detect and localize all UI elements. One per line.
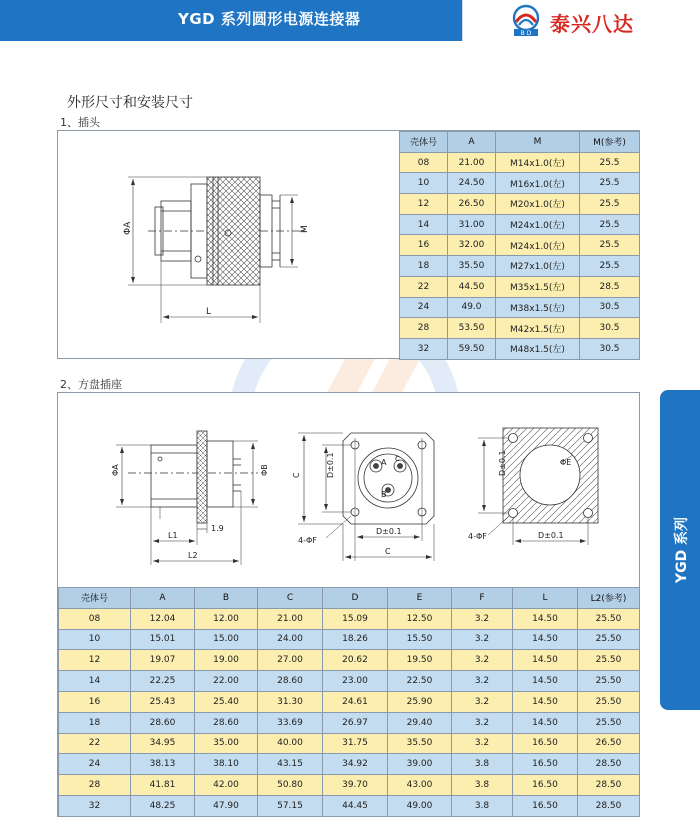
table-cell: 57.15 (258, 795, 323, 816)
receptacle-drawing (58, 393, 639, 587)
table-cell: 14.50 (513, 608, 578, 629)
table-row (59, 691, 640, 712)
table-cell: 44.45 (323, 795, 388, 816)
table-cell: 25.50 (578, 608, 640, 629)
phi-e-label: ΦE (560, 458, 572, 467)
receptacle-dimension-table (58, 587, 640, 817)
table-cell: 16.50 (513, 775, 578, 796)
table-row (400, 297, 640, 318)
table-cell: 26.50 (578, 733, 640, 754)
table-cell: M42x1.5(左) (496, 318, 580, 339)
table-cell: 43.00 (388, 775, 452, 796)
table-row (400, 194, 640, 215)
table-row (400, 173, 640, 194)
table-cell: 25.5 (580, 214, 640, 235)
c-vertical-label: C (292, 472, 301, 478)
table-header-cell: D (323, 588, 388, 609)
table-cell: 10 (400, 173, 448, 194)
table-row (400, 276, 640, 297)
plug-phi-a-label: ΦA (123, 221, 133, 235)
table-cell: 48.25 (131, 795, 195, 816)
table-row (59, 712, 640, 733)
table-cell: 15.09 (323, 608, 388, 629)
table-cell: 22.25 (131, 671, 195, 692)
table-cell: 30.5 (580, 338, 640, 359)
table-row (59, 671, 640, 692)
table-cell: 24.61 (323, 691, 388, 712)
table-cell: M27x1.0(左) (496, 256, 580, 277)
table-header-cell: 壳体号 (400, 132, 448, 153)
table-cell: 16 (59, 691, 131, 712)
table-header-cell: M(参考) (580, 132, 640, 153)
table-cell: 35.00 (195, 733, 258, 754)
table-cell: 42.00 (195, 775, 258, 796)
cutout-f-label: 4-ΦF (468, 532, 487, 541)
table-cell: M24x1.0(左) (496, 214, 580, 235)
table-cell: 25.50 (578, 650, 640, 671)
side-tab-label: YGD 系列 (674, 516, 690, 584)
table-header-cell: B (195, 588, 258, 609)
section-title: 外形尺寸和安装尺寸 (67, 95, 193, 111)
table-cell: 14.50 (513, 629, 578, 650)
table-cell: 22.00 (195, 671, 258, 692)
table-cell: 15.50 (388, 629, 452, 650)
table-cell: 28.50 (578, 754, 640, 775)
c-horizontal-label: C (385, 547, 391, 556)
table-cell: 31.00 (448, 214, 496, 235)
table-header-cell: C (258, 588, 323, 609)
l2-label: L2 (188, 551, 198, 560)
table-cell: 24 (400, 297, 448, 318)
table-cell: 25.50 (578, 712, 640, 733)
table-cell: 30.5 (580, 318, 640, 339)
table-cell: 31.30 (258, 691, 323, 712)
table-cell: 24 (59, 754, 131, 775)
table-cell: 34.92 (323, 754, 388, 775)
table-cell: 14 (59, 671, 131, 692)
table-cell: 3.8 (452, 795, 513, 816)
l1-label: L1 (168, 531, 178, 540)
cutout-d-horizontal-label: D±0.1 (538, 531, 564, 540)
d-horizontal-label: D±0.1 (376, 527, 402, 536)
table-cell: 25.50 (578, 629, 640, 650)
pin-c-label: C (395, 455, 400, 463)
table-row (400, 318, 640, 339)
table-row (400, 235, 640, 256)
table-cell: M38x1.5(左) (496, 297, 580, 318)
table-row (400, 338, 640, 359)
subsection-plug-title: 1、插头 (60, 116, 100, 129)
table-row (400, 152, 640, 173)
table-header-row (400, 132, 640, 153)
table-cell: 34.95 (131, 733, 195, 754)
receptacle-phi-a-label: ΦA (111, 464, 120, 476)
table-cell: 3.2 (452, 671, 513, 692)
table-cell: 25.5 (580, 173, 640, 194)
f-label: 4-ΦF (298, 536, 317, 545)
table-cell: 47.90 (195, 795, 258, 816)
table-cell: 33.69 (258, 712, 323, 733)
table-cell: 28.50 (578, 775, 640, 796)
dim-1-9-label: 1.9 (211, 524, 224, 533)
table-cell: 16 (400, 235, 448, 256)
table-cell: 24.50 (448, 173, 496, 194)
table-cell: 15.01 (131, 629, 195, 650)
subsection-receptacle-title: 2、方盘插座 (60, 378, 122, 391)
table-header-cell: 壳体号 (59, 588, 131, 609)
table-cell: 3.2 (452, 650, 513, 671)
table-cell: 14.50 (513, 712, 578, 733)
table-cell: 26.97 (323, 712, 388, 733)
table-cell: 26.50 (448, 194, 496, 215)
table-cell: 32 (400, 338, 448, 359)
logo-letters: B D (520, 30, 532, 36)
table-cell: 49.00 (388, 795, 452, 816)
table-cell: 19.50 (388, 650, 452, 671)
table-cell: 29.40 (388, 712, 452, 733)
table-cell: 3.2 (452, 733, 513, 754)
table-cell: 25.5 (580, 152, 640, 173)
table-cell: 25.40 (195, 691, 258, 712)
table-cell: 15.00 (195, 629, 258, 650)
plug-dimension-table (399, 131, 640, 360)
table-cell: 28.50 (578, 795, 640, 816)
table-cell: M48x1.5(左) (496, 338, 580, 359)
table-cell: 3.8 (452, 775, 513, 796)
cutout-d-vertical-label: D±0.1 (498, 450, 507, 476)
table-row (59, 650, 640, 671)
plug-l-label: L (206, 307, 212, 317)
table-cell: 38.13 (131, 754, 195, 775)
table-cell: 28.60 (195, 712, 258, 733)
table-cell: 21.00 (258, 608, 323, 629)
table-header-cell: M (496, 132, 580, 153)
page-title: YGD 系列圆形电源连接器 (178, 10, 361, 28)
pin-a-label: A (381, 458, 387, 467)
table-header-cell: A (448, 132, 496, 153)
plug-drawing (58, 131, 398, 358)
table-cell: 28.60 (131, 712, 195, 733)
table-cell: 12.00 (195, 608, 258, 629)
table-cell: 25.5 (580, 256, 640, 277)
table-cell: 24.00 (258, 629, 323, 650)
table-cell: 3.2 (452, 629, 513, 650)
table-cell: 38.10 (195, 754, 258, 775)
table-cell: 16.50 (513, 754, 578, 775)
table-cell: 18 (59, 712, 131, 733)
company-logo-icon (510, 4, 542, 36)
table-header-cell: F (452, 588, 513, 609)
table-cell: 27.00 (258, 650, 323, 671)
pin-b-label: B (381, 490, 387, 499)
table-cell: 23.00 (323, 671, 388, 692)
table-cell: 12 (59, 650, 131, 671)
table-row (59, 608, 640, 629)
table-cell: 53.50 (448, 318, 496, 339)
table-header-row (59, 588, 640, 609)
table-cell: M20x1.0(左) (496, 194, 580, 215)
table-cell: 3.8 (452, 754, 513, 775)
table-header-cell: L2(参考) (578, 588, 640, 609)
table-cell: 18.26 (323, 629, 388, 650)
table-cell: 25.90 (388, 691, 452, 712)
table-cell: 12.50 (388, 608, 452, 629)
table-cell: 16.50 (513, 733, 578, 754)
table-cell: 22.50 (388, 671, 452, 692)
table-cell: 39.00 (388, 754, 452, 775)
table-cell: 28 (59, 775, 131, 796)
table-cell: 50.80 (258, 775, 323, 796)
table-cell: 25.43 (131, 691, 195, 712)
plug-m-label: M (300, 225, 310, 233)
table-cell: 14.50 (513, 691, 578, 712)
receptacle-phi-b-label: ΦB (260, 464, 269, 476)
table-cell: 59.50 (448, 338, 496, 359)
table-cell: 18 (400, 256, 448, 277)
d-vertical-label: D±0.1 (326, 452, 335, 478)
table-cell: 19.07 (131, 650, 195, 671)
table-cell: 30.5 (580, 297, 640, 318)
table-cell: 28.5 (580, 276, 640, 297)
brand-name: 泰兴八达 (550, 12, 634, 36)
table-cell: 12 (400, 194, 448, 215)
table-cell: M35x1.5(左) (496, 276, 580, 297)
table-cell: 28.60 (258, 671, 323, 692)
table-cell: 20.62 (323, 650, 388, 671)
table-cell: 25.50 (578, 671, 640, 692)
table-cell: 28 (400, 318, 448, 339)
table-cell: 3.2 (452, 608, 513, 629)
table-header-cell: E (388, 588, 452, 609)
table-cell: 08 (400, 152, 448, 173)
table-header-cell: A (131, 588, 195, 609)
table-cell: 43.15 (258, 754, 323, 775)
table-cell: 40.00 (258, 733, 323, 754)
table-cell: 39.70 (323, 775, 388, 796)
table-cell: 49.0 (448, 297, 496, 318)
table-row (400, 256, 640, 277)
table-row (400, 214, 640, 235)
table-cell: M24x1.0(左) (496, 235, 580, 256)
table-cell: 35.50 (448, 256, 496, 277)
table-cell: 19.00 (195, 650, 258, 671)
table-cell: 22 (400, 276, 448, 297)
table-cell: 32 (59, 795, 131, 816)
table-row (59, 795, 640, 816)
table-row (59, 733, 640, 754)
table-cell: 25.5 (580, 194, 640, 215)
table-cell: M16x1.0(左) (496, 173, 580, 194)
table-cell: 3.2 (452, 691, 513, 712)
table-cell: 21.00 (448, 152, 496, 173)
table-row (59, 629, 640, 650)
table-cell: 41.81 (131, 775, 195, 796)
table-cell: 08 (59, 608, 131, 629)
table-row (59, 775, 640, 796)
table-cell: 14.50 (513, 671, 578, 692)
table-cell: 16.50 (513, 795, 578, 816)
table-cell: 25.5 (580, 235, 640, 256)
table-cell: 22 (59, 733, 131, 754)
table-cell: 35.50 (388, 733, 452, 754)
table-header-cell: L (513, 588, 578, 609)
table-cell: 31.75 (323, 733, 388, 754)
table-cell: 44.50 (448, 276, 496, 297)
table-cell: 25.50 (578, 691, 640, 712)
table-cell: 14.50 (513, 650, 578, 671)
table-cell: 12.04 (131, 608, 195, 629)
table-cell: 10 (59, 629, 131, 650)
table-cell: 14 (400, 214, 448, 235)
table-cell: 32.00 (448, 235, 496, 256)
table-cell: 3.2 (452, 712, 513, 733)
table-row (59, 754, 640, 775)
table-cell: M14x1.0(左) (496, 152, 580, 173)
